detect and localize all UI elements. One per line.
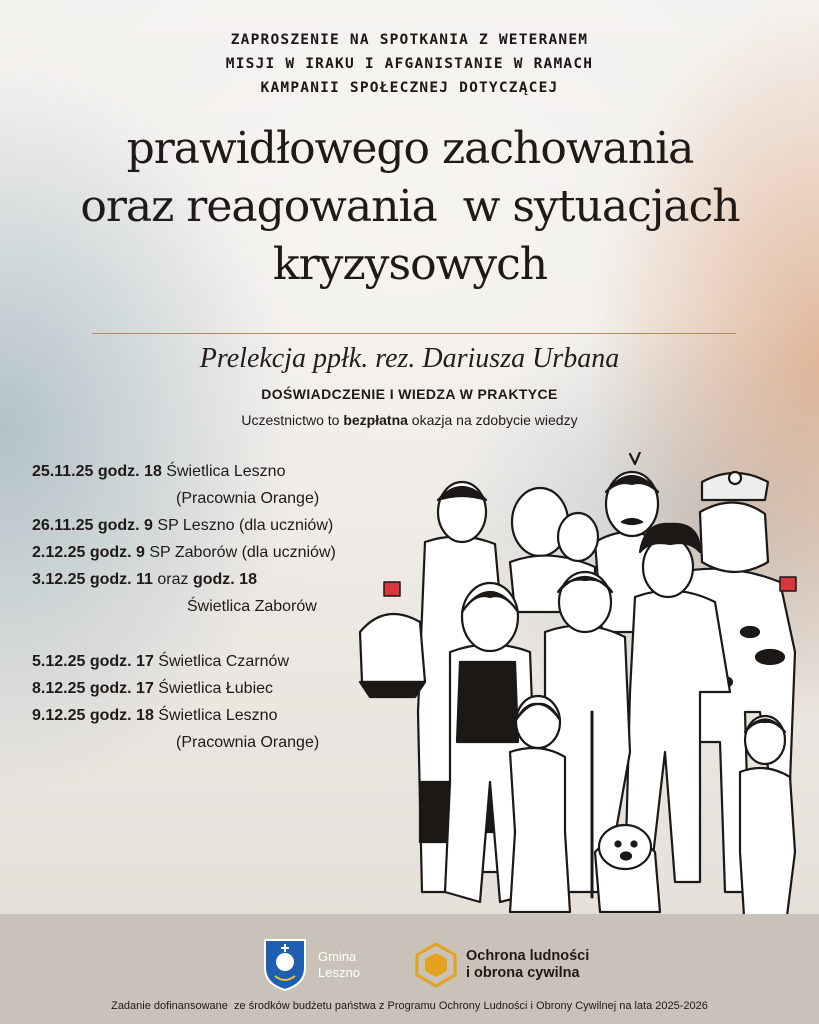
invitation-line-1: ZAPROSZENIE NA SPOTKANIA Z WETERANEM — [230, 32, 589, 48]
lecture-title: Prelekcja ppłk. rez. Dariusza Urbana — [199, 343, 620, 374]
headline-line-1: prawidłowego zachowania — [126, 123, 694, 174]
campaign-headline — [60, 120, 760, 294]
gmina-leszno-crest-icon — [261, 936, 309, 992]
participation-bold: bezpłatna — [343, 412, 408, 428]
schedule-date: 9.12.25 godz. 18 — [32, 707, 154, 724]
gmina-line-2: Leszno — [318, 965, 360, 980]
civil-protection-label — [466, 948, 589, 982]
schedule-place: Świetlica Czarnów — [153, 653, 289, 670]
schedule-date-2: godz. 18 — [192, 571, 257, 588]
schedule-date: 8.12.25 godz. 17 — [32, 680, 154, 697]
participation-note — [0, 412, 819, 428]
gmina-leszno-label — [318, 949, 360, 981]
schedule-date: 3.12.25 godz. 11 — [32, 571, 153, 588]
schedule-cont: Świetlica Zaborów — [187, 598, 317, 615]
headline-line-3: kryzysowych — [272, 239, 548, 290]
invitation-header — [0, 28, 819, 100]
schedule-date: 2.12.25 godz. 9 — [32, 544, 145, 561]
civil-protection-logo-icon — [413, 942, 459, 988]
participation-before: Uczestnictwo to — [241, 412, 344, 428]
schedule-place: Świetlica Leszno — [161, 463, 286, 480]
schedule-date: 26.11.25 godz. 9 — [32, 517, 153, 534]
schedule-cont: (Pracownia Orange) — [176, 734, 320, 751]
funding-note: Zadanie dofinansowane ze środków budżetu państwa z Programu Ochrony Ludności i Obrony Cywilnej na lata 2025-2026 — [111, 1000, 708, 1012]
schedule-date: 25.11.25 godz. 18 — [32, 463, 162, 480]
schedule-place: SP Leszno (dla uczniów) — [152, 517, 334, 534]
schedule-date: 5.12.25 godz. 17 — [32, 653, 154, 670]
divider-rule — [92, 333, 736, 334]
gmina-line-1: Gmina — [318, 949, 357, 964]
participation-after: okazja na zdobycie wiedzy — [407, 412, 578, 428]
ochrona-line-1: Ochrona ludności — [466, 948, 590, 964]
schedule-mid: oraz — [152, 571, 193, 588]
subtitle: DOŚWIADCZENIE I WIEDZA W PRAKTYCE — [261, 386, 558, 402]
invitation-line-3: KAMPANII SPOŁECZNEJ DOTYCZĄCEJ — [260, 80, 559, 96]
ochrona-line-2: i obrona cywilna — [466, 965, 580, 981]
schedule-place: SP Zaborów (dla uczniów) — [144, 544, 336, 561]
invitation-line-2: MISJI W IRAKU I AFGANISTANIE W RAMACH — [225, 56, 594, 72]
headline-line-2: oraz reagowania w sytuacjach — [80, 181, 740, 232]
schedule-place: Świetlica Łubiec — [153, 680, 274, 697]
people-illustration — [340, 452, 819, 942]
schedule-place: Świetlica Leszno — [153, 707, 278, 724]
schedule-cont: (Pracownia Orange) — [176, 490, 320, 507]
